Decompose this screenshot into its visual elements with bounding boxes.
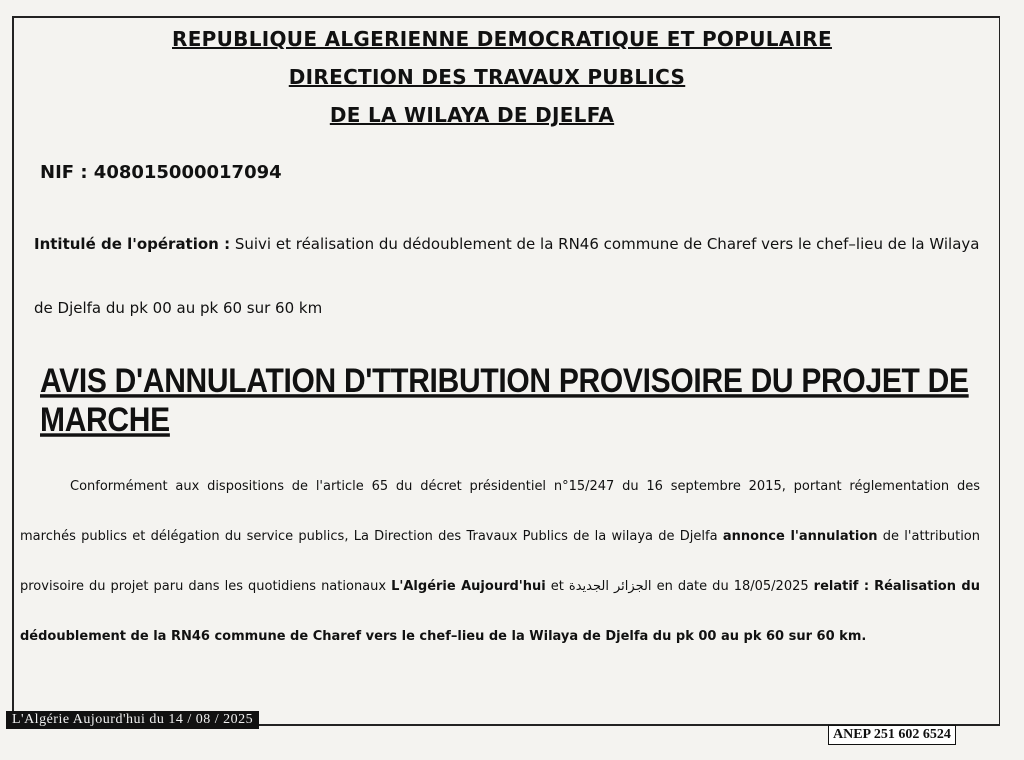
relatif-label: relatif :	[813, 579, 870, 594]
operation-label: Intitulé de l'opération :	[34, 235, 231, 253]
header-line-1: REPUBLIQUE ALGERIENNE DEMOCRATIQUE ET POPULAIRE	[172, 27, 832, 51]
operation-title	[34, 212, 994, 340]
newspaper-1: L'Algérie Aujourd'hui	[391, 579, 546, 594]
newspaper-2: الجزائر الجديدة	[568, 579, 652, 594]
body-paragraph-2: de l'attribution provisoire du projet paru dans les quotidiens nationaux	[20, 529, 981, 594]
header-line-2: DIRECTION DES TRAVAUX PUBLICS	[288, 65, 686, 89]
body-annonce: annonce l'annulation	[722, 529, 878, 544]
body-paragraph-1: Conformément aux dispositions de l'article 65 du décret présidentiel n°15/247 du 16 septembre 2015, portant réglementation des marchés publics et délégation du service publics, La Direction des Travaux Publics de la wilaya de Djelfa	[20, 479, 980, 544]
header	[0, 20, 1024, 134]
newspaper-source-stamp: L'Algérie Aujourd'hui du 14 / 08 / 2025	[6, 711, 259, 729]
anep-reference: ANEP 251 602 6524	[828, 725, 956, 745]
header-line-3: DE LA WILAYA DE DJELFA	[329, 103, 615, 127]
notice-body	[20, 462, 980, 662]
operation-text: Suivi et réalisation du dédoublement de la RN46 commune de Charef vers le chef–lieu de la Wilaya de Djelfa du pk 00 au pk 60 sur 60 km	[34, 235, 980, 317]
body-date: en date du 18/05/2025	[656, 579, 809, 594]
body-and: et	[550, 579, 564, 594]
relatif-text: Réalisation du dédoublement de la RN46 commune de Charef vers le chef–lieu de la Wilaya de Djelfa du pk 00 au pk 60 sur 60 km.	[20, 579, 980, 644]
nif-number: NIF : 408015000017094	[40, 162, 282, 183]
notice-title: AVIS D'ANNULATION D'TTRIBUTION PROVISOIRE DU PROJET DE MARCHE	[40, 362, 969, 440]
